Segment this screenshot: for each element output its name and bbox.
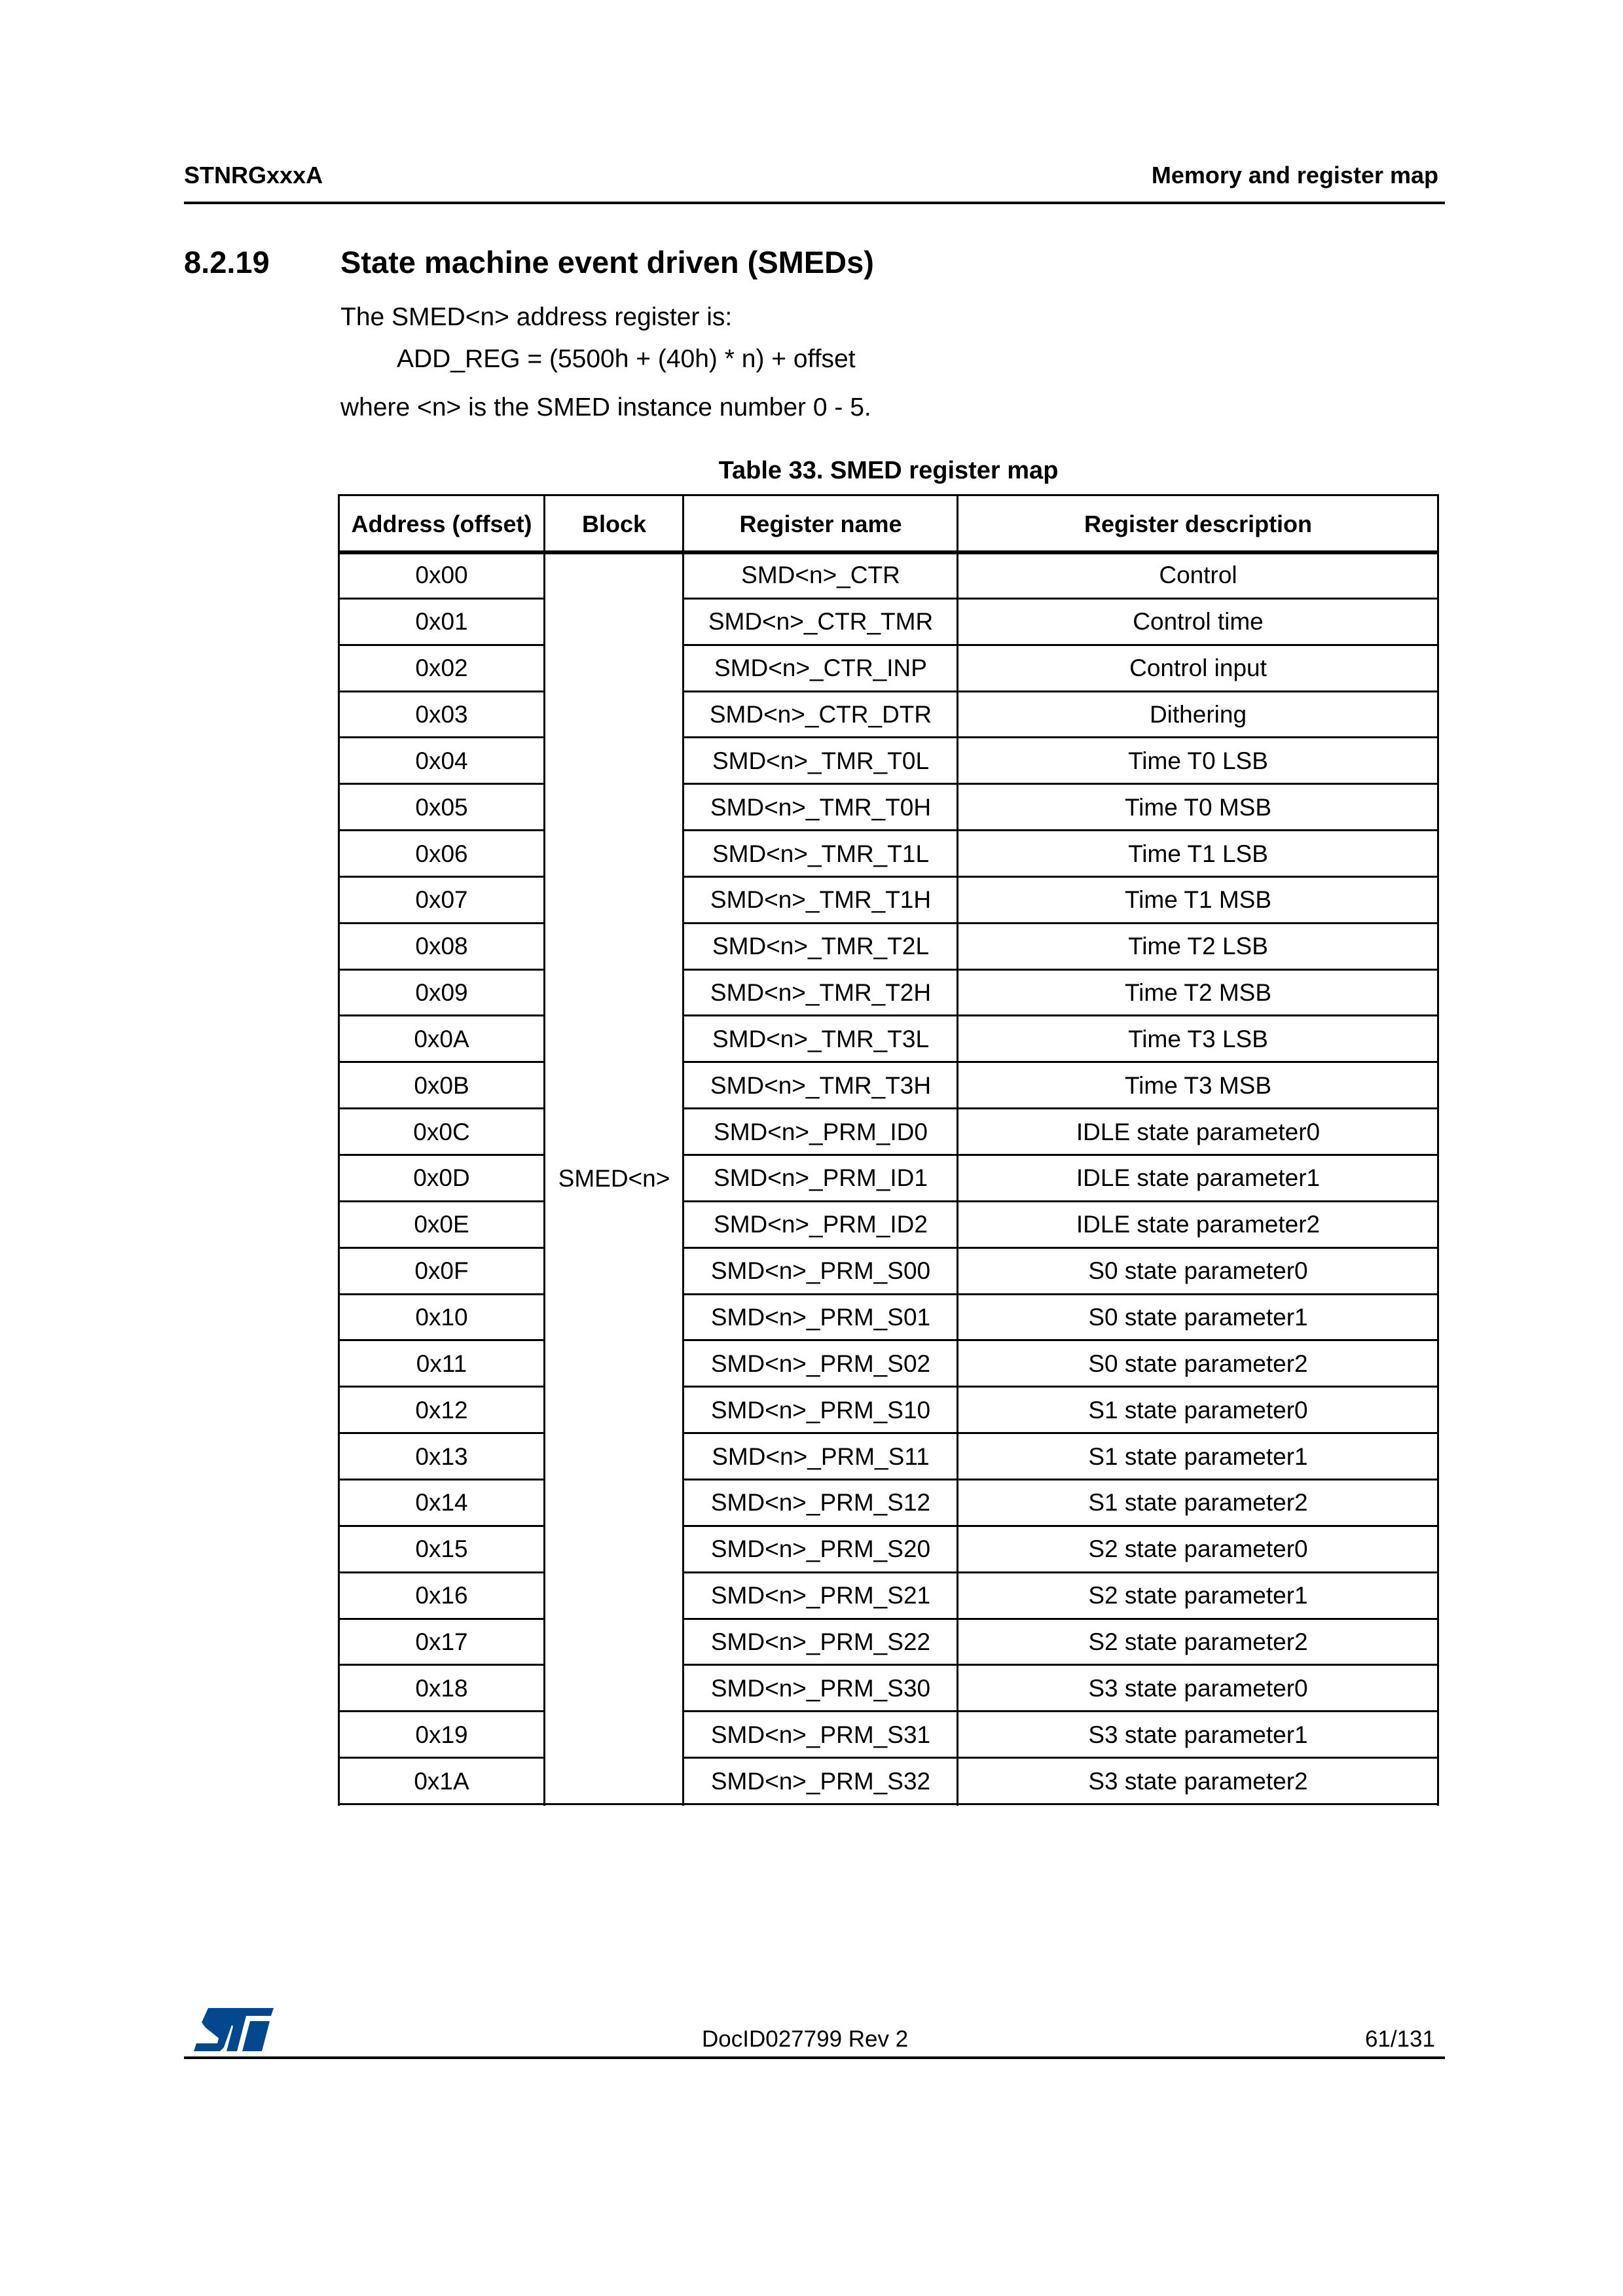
register-description-cell-text: Time T1 LSB [1128, 840, 1268, 867]
register-name-cell [684, 970, 958, 1016]
register-description-cell-text: IDLE state parameter0 [1076, 1118, 1321, 1145]
address-cell [338, 1712, 545, 1758]
address-cell-text: 0x01 [415, 608, 468, 636]
table-row [338, 924, 1438, 970]
register-name-cell [684, 1202, 958, 1248]
address-cell [338, 1480, 545, 1526]
register-description-cell-text: Time T2 MSB [1124, 979, 1272, 1007]
register-description-cell [958, 1295, 1438, 1341]
address-cell-text: 0x0F [414, 1257, 469, 1285]
table-row [338, 1248, 1438, 1295]
register-name-cell [684, 692, 958, 738]
register-name-cell [684, 552, 958, 599]
table-row [338, 1712, 1438, 1758]
address-cell-text: 0x12 [415, 1396, 468, 1424]
register-name-cell [684, 1109, 958, 1155]
column-header-register-description [958, 496, 1438, 552]
address-cell [338, 1295, 545, 1341]
address-cell-text: 0x0B [414, 1071, 469, 1099]
table-row [338, 1202, 1438, 1248]
table-row [338, 1526, 1438, 1573]
table-row [338, 1480, 1438, 1526]
table-row [338, 784, 1438, 831]
register-name-cell [684, 1387, 958, 1433]
register-description-cell [958, 1712, 1438, 1758]
register-description-cell [958, 1619, 1438, 1666]
register-name-cell [684, 877, 958, 924]
address-cell-text: 0x14 [415, 1489, 468, 1516]
register-name-cell [684, 1062, 958, 1109]
register-description-cell [958, 1387, 1438, 1433]
register-description-cell-text: S1 state parameter2 [1088, 1489, 1308, 1516]
table-row [338, 1665, 1438, 1712]
address-cell [338, 1526, 545, 1573]
register-description-cell [958, 970, 1438, 1016]
header-rule [184, 202, 1445, 204]
register-name-cell-text: SMD<n>_TMR_T3L [712, 1025, 930, 1052]
address-cell [338, 738, 545, 784]
register-name-cell-text: SMD<n>_CTR_TMR [708, 608, 934, 636]
register-name-cell [684, 1295, 958, 1341]
register-name-cell-text: SMD<n>_PRM_S02 [710, 1350, 931, 1377]
address-cell-text: 0x07 [415, 886, 468, 914]
table-header [338, 494, 1438, 552]
table-row [338, 1433, 1438, 1480]
register-description-cell-text: Time T3 MSB [1124, 1071, 1272, 1099]
header-doc-name: STNRGxxxA [184, 162, 323, 188]
register-description-cell-text: S1 state parameter1 [1088, 1443, 1308, 1470]
register-description-cell [958, 1109, 1438, 1155]
table-row [338, 970, 1438, 1016]
address-cell-text: 0x10 [415, 1304, 468, 1331]
register-description-cell [958, 1062, 1438, 1109]
address-cell-text: 0x0D [413, 1164, 470, 1192]
register-description-cell-text: Time T0 LSB [1128, 747, 1268, 774]
address-cell-text: 0x02 [415, 655, 468, 682]
register-name-cell-text: SMD<n>_PRM_S31 [710, 1721, 931, 1748]
register-description-cell [958, 1016, 1438, 1063]
footer-page-number: 61/131 [1364, 2026, 1435, 2052]
register-name-cell-text: SMD<n>_TMR_T1L [712, 840, 930, 867]
register-description-cell [958, 738, 1438, 784]
register-name-cell-text: SMD<n>_TMR_T2H [710, 979, 932, 1007]
table-row [338, 645, 1438, 692]
column-header-register-name [684, 496, 958, 552]
column-header-label: Register name [739, 510, 902, 537]
column-header-block [545, 496, 684, 552]
address-cell [338, 692, 545, 738]
register-description-cell-text: S1 state parameter0 [1088, 1396, 1308, 1424]
section-number: 8.2.19 [184, 245, 270, 279]
register-description-cell [958, 784, 1438, 831]
register-name-cell [684, 1573, 958, 1619]
register-name-cell [684, 924, 958, 970]
address-cell [338, 877, 545, 924]
register-description-cell-text: IDLE state parameter2 [1076, 1211, 1321, 1238]
register-name-cell [684, 1619, 958, 1666]
register-name-cell [684, 1155, 958, 1202]
register-description-cell-text: S2 state parameter2 [1088, 1628, 1308, 1655]
register-description-cell-text: S2 state parameter0 [1088, 1535, 1308, 1563]
register-name-cell-text: SMD<n>_TMR_T3H [710, 1071, 932, 1099]
address-cell [338, 831, 545, 877]
register-name-cell-text: SMD<n>_PRM_S20 [710, 1535, 931, 1563]
address-cell [338, 1433, 545, 1480]
register-description-cell-text: S3 state parameter1 [1088, 1721, 1308, 1748]
address-cell [338, 924, 545, 970]
address-cell-text: 0x0E [414, 1211, 469, 1238]
address-cell [338, 1202, 545, 1248]
address-cell [338, 1619, 545, 1666]
register-name-cell [684, 1712, 958, 1758]
register-description-cell [958, 692, 1438, 738]
address-cell-text: 0x06 [415, 840, 468, 867]
table-row [338, 1062, 1438, 1109]
register-name-cell-text: SMD<n>_CTR [741, 562, 900, 589]
table-row [338, 692, 1438, 738]
address-cell-text: 0x15 [415, 1535, 468, 1563]
register-table [338, 494, 1438, 552]
address-cell [338, 645, 545, 692]
register-name-cell-text: SMD<n>_TMR_T1H [710, 886, 932, 914]
table-border-left [338, 494, 340, 1806]
address-cell [338, 1248, 545, 1295]
register-name-cell [684, 784, 958, 831]
address-cell-text: 0x17 [415, 1628, 468, 1655]
header-chapter-title: Memory and register map [1151, 162, 1438, 188]
register-description-cell [958, 831, 1438, 877]
st-logo-icon [194, 2008, 274, 2051]
address-cell-text: 0x19 [415, 1721, 468, 1748]
register-description-cell-text: Time T3 LSB [1128, 1025, 1268, 1052]
table-row [338, 1573, 1438, 1619]
table-row [338, 599, 1438, 645]
address-cell [338, 1387, 545, 1433]
table-row [338, 1340, 1438, 1387]
register-description-cell [958, 1155, 1438, 1202]
address-cell [338, 1340, 545, 1387]
register-name-cell-text: SMD<n>_PRM_S22 [710, 1628, 931, 1655]
register-description-cell-text: S3 state parameter0 [1088, 1674, 1308, 1702]
register-description-cell-text: Control time [1133, 608, 1264, 636]
address-cell-text: 0x05 [415, 793, 468, 821]
register-name-cell [684, 831, 958, 877]
register-name-cell-text: SMD<n>_CTR_DTR [709, 700, 932, 728]
column-header-label: Block [581, 510, 647, 537]
address-cell [338, 784, 545, 831]
address-cell [338, 1573, 545, 1619]
register-description-cell-text: S2 state parameter1 [1088, 1582, 1308, 1609]
address-cell [338, 1758, 545, 1804]
table-row [338, 552, 1438, 599]
section-title: State machine event driven (SMEDs) [340, 245, 874, 279]
register-description-cell-text: IDLE state parameter1 [1076, 1164, 1321, 1192]
address-cell [338, 599, 545, 645]
table-row [338, 1109, 1438, 1155]
register-name-cell-text: SMD<n>_PRM_S01 [710, 1304, 931, 1331]
table-border-right [1437, 494, 1439, 1806]
table-row [338, 1619, 1438, 1666]
column-divider [682, 494, 684, 1806]
footer-rule [184, 2056, 1445, 2059]
address-cell-text: 0x03 [415, 700, 468, 728]
register-description-cell-text: Control input [1129, 655, 1267, 682]
register-name-cell-text: SMD<n>_CTR_INP [714, 655, 927, 682]
register-description-cell-text: S3 state parameter2 [1088, 1767, 1308, 1795]
column-header-label: Register description [1084, 510, 1313, 537]
register-name-cell-text: SMD<n>_TMR_T0H [710, 793, 932, 821]
register-name-cell [684, 1758, 958, 1804]
register-name-cell-text: SMD<n>_PRM_ID1 [714, 1164, 928, 1192]
address-cell-text: 0x18 [415, 1674, 468, 1702]
table-row [338, 1155, 1438, 1202]
body-paragraph: where <n> is the SMED instance number 0 - 5. [340, 393, 871, 422]
register-description-cell [958, 599, 1438, 645]
address-cell [338, 552, 545, 599]
register-name-cell-text: SMD<n>_PRM_ID2 [714, 1211, 928, 1238]
address-cell [338, 1155, 545, 1202]
register-name-cell [684, 1016, 958, 1063]
register-description-cell [958, 1248, 1438, 1295]
register-description-cell [958, 1665, 1438, 1712]
address-cell-text: 0x0A [414, 1025, 469, 1052]
address-cell [338, 970, 545, 1016]
register-description-cell [958, 1340, 1438, 1387]
table-row [338, 1758, 1438, 1804]
address-cell-text: 0x16 [415, 1582, 468, 1609]
register-name-cell [684, 1526, 958, 1573]
address-cell-text: 0x08 [415, 933, 468, 960]
address-cell [338, 1016, 545, 1063]
table-row [338, 877, 1438, 924]
table-row [338, 831, 1438, 877]
register-name-cell-text: SMD<n>_TMR_T0L [712, 747, 930, 774]
register-description-cell [958, 877, 1438, 924]
register-name-cell-text: SMD<n>_PRM_S32 [710, 1767, 931, 1795]
register-description-cell [958, 1526, 1438, 1573]
column-header-address [338, 496, 545, 552]
register-description-cell-text: S0 state parameter2 [1088, 1350, 1308, 1377]
column-divider [957, 494, 958, 1806]
register-name-cell-text: SMD<n>_PRM_ID0 [714, 1118, 928, 1145]
register-name-cell-text: SMD<n>_PRM_S11 [712, 1443, 930, 1470]
register-description-cell-text: S0 state parameter0 [1088, 1257, 1308, 1285]
register-description-cell [958, 645, 1438, 692]
address-cell [338, 1062, 545, 1109]
register-description-cell-text: Time T2 LSB [1128, 933, 1268, 960]
register-name-cell-text: SMD<n>_PRM_S00 [710, 1257, 931, 1285]
table-row [338, 1016, 1438, 1063]
table-row [338, 1295, 1438, 1341]
table-caption: Table 33. SMED register map [718, 457, 1059, 484]
register-description-cell [958, 1202, 1438, 1248]
column-divider [543, 494, 545, 1806]
column-header-label: Address (offset) [351, 510, 532, 537]
register-description-cell [958, 924, 1438, 970]
register-description-cell-text: S0 state parameter1 [1088, 1304, 1308, 1331]
register-name-cell [684, 1480, 958, 1526]
register-description-cell-text: Dithering [1149, 700, 1247, 728]
address-cell-text: 0x1A [414, 1767, 469, 1795]
register-name-cell-text: SMD<n>_TMR_T2L [712, 933, 930, 960]
register-description-cell-text: Time T1 MSB [1124, 886, 1272, 914]
register-description-cell-text: Time T0 MSB [1124, 793, 1272, 821]
table-row [338, 1387, 1438, 1433]
table-row [338, 738, 1438, 784]
register-name-cell [684, 1433, 958, 1480]
register-name-cell-text: SMD<n>_PRM_S12 [710, 1489, 931, 1516]
register-name-cell [684, 645, 958, 692]
address-cell-text: 0x00 [415, 562, 468, 589]
register-name-cell [684, 1340, 958, 1387]
register-description-cell [958, 1758, 1438, 1804]
register-name-cell-text: SMD<n>_PRM_S30 [710, 1674, 931, 1702]
register-name-cell [684, 599, 958, 645]
address-cell [338, 1109, 545, 1155]
register-description-cell [958, 552, 1438, 599]
address-cell [338, 1665, 545, 1712]
address-cell-text: 0x0C [413, 1118, 470, 1145]
address-cell-text: 0x04 [415, 747, 468, 774]
register-description-cell [958, 1573, 1438, 1619]
register-name-cell-text: SMD<n>_PRM_S10 [710, 1396, 931, 1424]
footer-doc-id: DocID027799 Rev 2 [702, 2026, 909, 2052]
body-paragraph: The SMED<n> address register is: [340, 303, 733, 331]
register-description-cell [958, 1433, 1438, 1480]
register-description-cell [958, 1480, 1438, 1526]
address-cell-text: 0x13 [415, 1443, 468, 1470]
register-name-cell [684, 1248, 958, 1295]
block-cell: SMED<n> [558, 1164, 670, 1192]
address-cell-text: 0x09 [415, 979, 468, 1007]
register-description-cell-text: Control [1159, 562, 1237, 589]
address-cell-text: 0x11 [416, 1350, 467, 1377]
register-name-cell-text: SMD<n>_PRM_S21 [710, 1582, 931, 1609]
register-name-cell [684, 738, 958, 784]
register-name-cell [684, 1665, 958, 1712]
address-formula: ADD_REG = (5500h + (40h) * n) + offset [397, 345, 856, 373]
table-border-bottom [338, 1803, 1439, 1805]
